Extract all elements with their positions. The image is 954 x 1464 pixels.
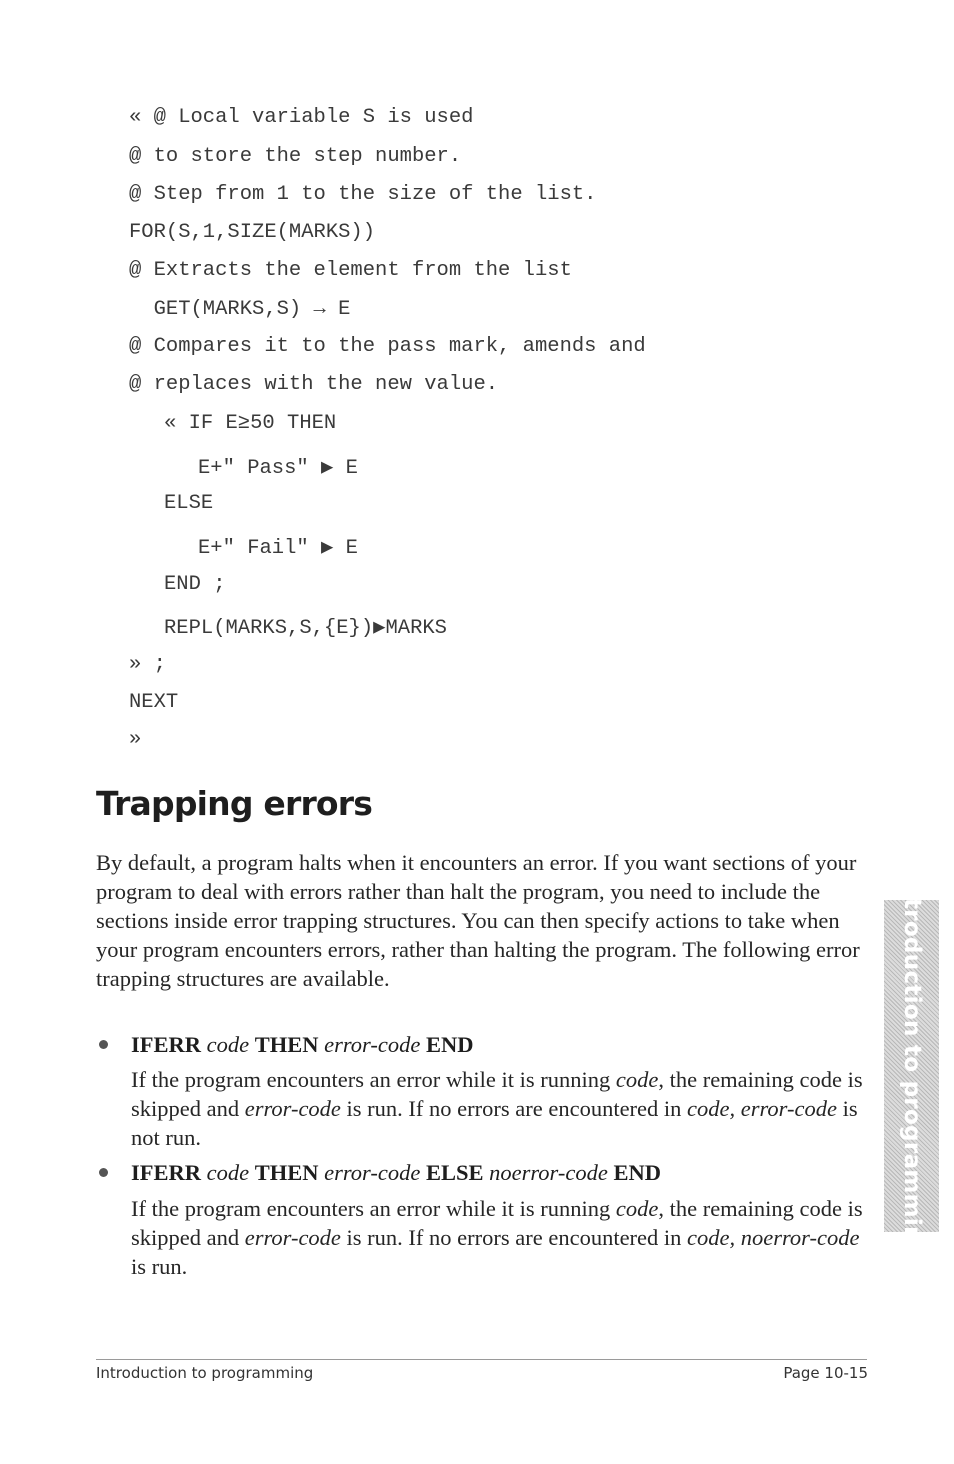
code-line: ELSE (164, 492, 214, 515)
chapter-tab-label: Introduction to programming (898, 872, 925, 1260)
footer-divider (96, 1359, 867, 1360)
footer-chapter-title: Introduction to programming (96, 1364, 314, 1382)
code-line: » (129, 728, 142, 751)
code-line: @ Extracts the element from the list (129, 259, 572, 282)
code-line: NEXT (129, 691, 179, 714)
intro-paragraph: By default, a program halts when it encounters an error. If you want sections of your program to deal with errors rather than halt the program, you need to include the sections inside error trapping structures. You can then specify actions to take when your program encounters errors, rather than halting the program. The following error trapping structures are available. (96, 850, 860, 991)
bullet-heading: IFERR code THEN error-code END (131, 1032, 474, 1057)
bullet-description: If the program encounters an error while it is running code, the remaining code is skipped and error-code is run. If no errors are encountered in code, error-code is not run. (131, 1067, 863, 1150)
code-line: FOR(S,1,SIZE(MARKS)) (129, 221, 376, 244)
bullet-icon (99, 1168, 108, 1177)
code-line: E+" Pass" ▶ E (198, 457, 358, 480)
section-heading: Trapping errors (96, 784, 373, 823)
code-line: « IF E≥50 THEN (164, 412, 337, 435)
code-line: GET(MARKS,S) → E (129, 298, 351, 321)
code-line: E+" Fail" ▶ E (198, 537, 358, 560)
code-line: @ replaces with the new value. (129, 373, 499, 396)
chapter-tab (884, 872, 939, 1260)
bullet-description: If the program encounters an error while it is running code, the remaining code is skipped and error-code is run. If no errors are encountered in code, noerror-code is run. (131, 1196, 863, 1279)
bullet-icon (99, 1040, 108, 1049)
bullet-heading: IFERR code THEN error-code ELSE noerror-code END (131, 1160, 661, 1185)
code-line: @ to store the step number. (129, 145, 462, 168)
code-line: » ; (129, 653, 166, 676)
code-line: @ Compares it to the pass mark, amends and (129, 335, 646, 358)
code-line: END ; (164, 573, 226, 596)
code-line: REPL(MARKS,S,{E})▶MARKS (164, 617, 447, 640)
code-line: @ Step from 1 to the size of the list. (129, 183, 597, 206)
page-number: Page 10-15 (783, 1364, 868, 1382)
code-line: « @ Local variable S is used (129, 106, 474, 129)
